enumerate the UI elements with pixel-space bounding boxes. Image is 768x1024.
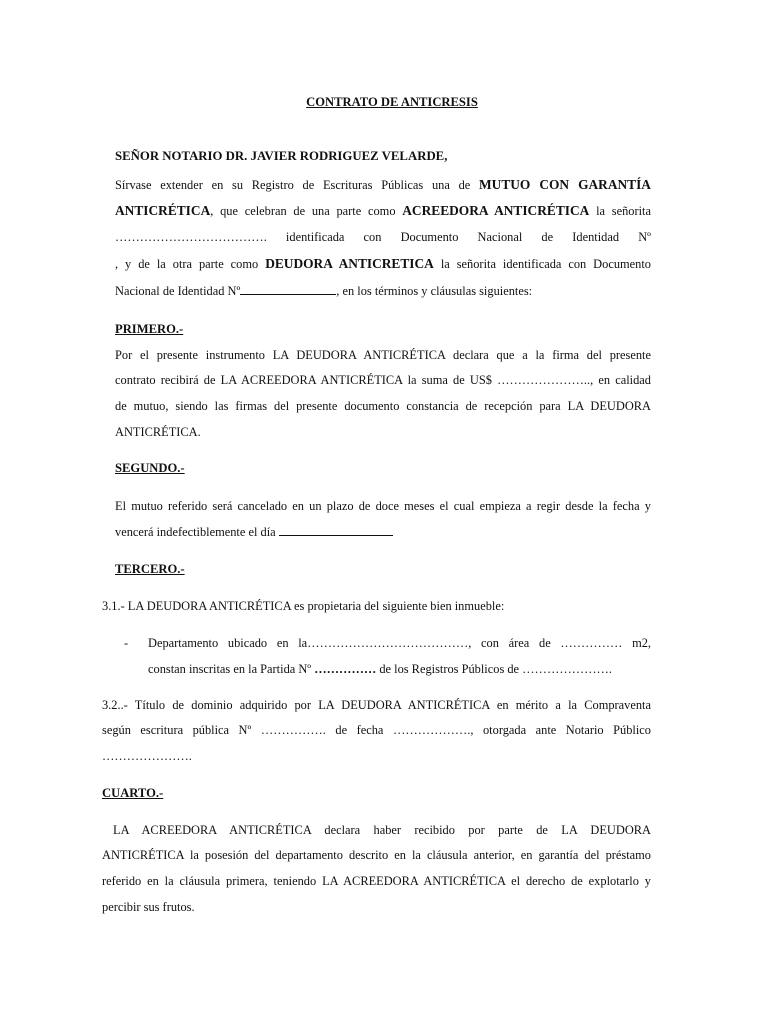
bullet-line-2: constan inscritas en la Partida Nº …………… de los Registros Públicos de …………………. xyxy=(148,662,612,676)
cuarto-line-3: referido en la cláusula primera, teniendo LA ACREEDORA ANTICRÉTICA el derecho de explotarlo y xyxy=(102,874,651,888)
cuarto-line-1: LA ACREEDORA ANTICRÉTICA declara haber recibido por parte de LA DEUDORA xyxy=(113,823,651,837)
document-title: CONTRATO DE ANTICRESIS xyxy=(306,95,478,109)
clause-segundo-heading: SEGUNDO.- xyxy=(115,461,185,475)
addressee: SEÑOR NOTARIO DR. JAVIER RODRIGUEZ VELARDE, xyxy=(115,149,448,163)
primero-line-3: de mutuo, siendo las firmas del presente documento constancia de recepción para LA DEUDORA xyxy=(115,399,651,413)
intro-line-1: Sírvase extender en su Registro de Escrituras Públicas una de MUTUO CON GARANTÍA xyxy=(115,177,651,192)
primero-line-4: ANTICRÉTICA. xyxy=(115,425,201,439)
clause-3-1: 3.1.- LA DEUDORA ANTICRÉTICA es propietaria del siguiente bien inmueble: xyxy=(102,599,505,613)
due-date-blank xyxy=(279,524,393,536)
clause-3-2-line-2: según escritura pública Nº ……………. de fecha ………………., otorgada ante Notario Público xyxy=(102,723,651,737)
cuarto-line-4: percibir sus frutos. xyxy=(102,900,195,914)
intro-line-4: , y de la otra parte como DEUDORA ANTICRETICA la señorita identificada con Documento xyxy=(115,256,651,271)
cuarto-line-2: ANTICRÉTICA la posesión del departamento descrito en la cláusula anterior, en garantía del préstamo xyxy=(102,848,651,862)
clause-3-2-line-3: …………………. xyxy=(102,749,192,763)
primero-line-1: Por el presente instrumento LA DEUDORA ANTICRÉTICA declara que a la firma del presente xyxy=(115,348,651,362)
id-number-blank xyxy=(240,283,336,295)
clause-primero-heading: PRIMERO.- xyxy=(115,322,184,336)
intro-line-5: Nacional de Identidad Nº , en los términos y cláusulas siguientes: xyxy=(115,284,533,298)
primero-line-2: contrato recibirá de LA ACREEDORA ANTICRÉTICA la suma de US$ ………………….., en calidad xyxy=(115,373,651,387)
segundo-line-1: El mutuo referido será cancelado en un plazo de doce meses el cual empieza a regir desde la fecha y xyxy=(115,499,651,513)
intro-line-2: ANTICRÉTICA, que celebran de una parte como ACREEDORA ANTICRÉTICA la señorita xyxy=(115,203,651,218)
bullet-line-1: Departamento ubicado en la…………………………………, con área de …………… m2, xyxy=(148,636,651,650)
intro-line-3: ………………………………. identificada con Documento Nacional de Identidad Nº xyxy=(115,230,651,244)
segundo-line-2: vencerá indefectiblemente el día xyxy=(115,524,393,540)
bullet-dash: - xyxy=(124,636,129,650)
clause-3-2-line-1: 3.2..- Título de dominio adquirido por LA DEUDORA ANTICRÉTICA en mérito a la Compraventa xyxy=(102,698,651,712)
clause-tercero-heading: TERCERO.- xyxy=(115,562,185,576)
clause-cuarto-heading: CUARTO.- xyxy=(102,786,164,800)
